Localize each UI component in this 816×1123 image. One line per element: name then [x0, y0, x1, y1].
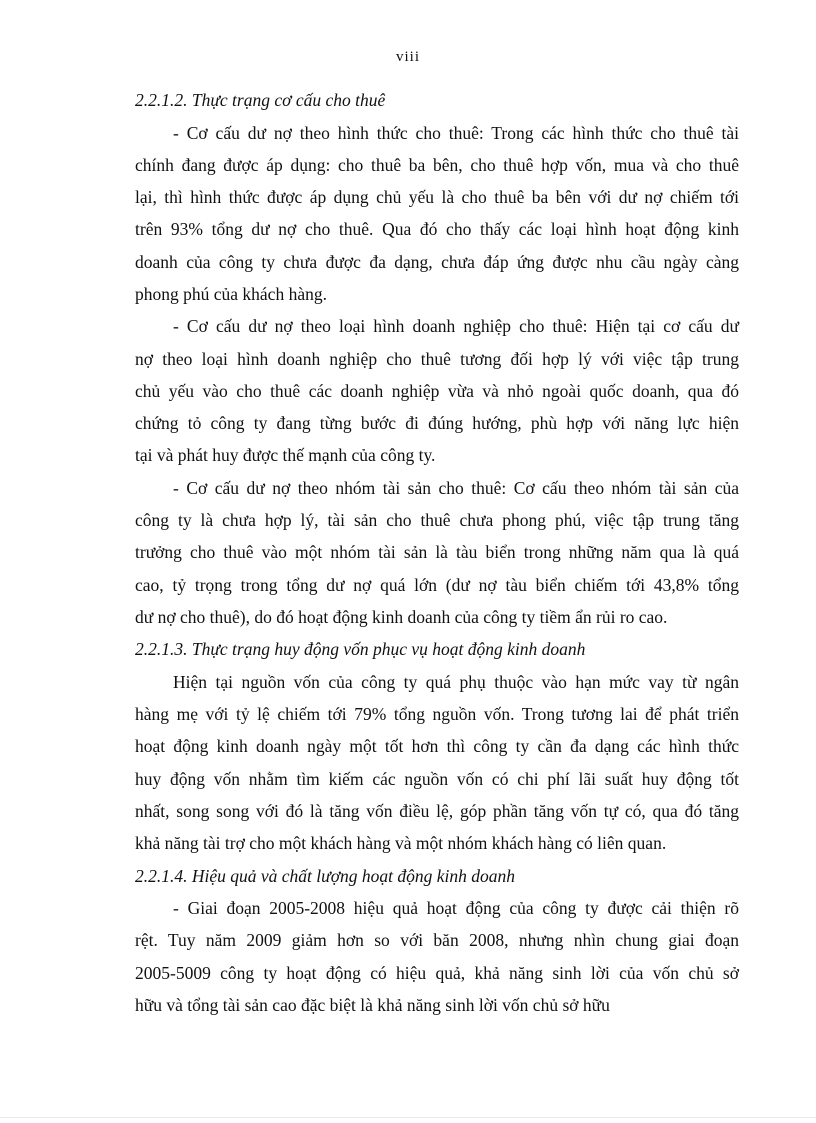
text-line: hữu và tổng tài sản cao đặc biệt là khả năng sinh lời vốn chủ sở hữu	[135, 994, 610, 1015]
text-line: chủ yếu vào cho thuê các doanh nghiệp vừa và nhỏ ngoài quốc doanh, qua đó	[135, 380, 739, 401]
text-line: hoạt động kinh doanh ngày một tốt hơn thì công ty cần đa dạng các hình thức	[135, 736, 739, 757]
document-body	[135, 84, 739, 1021]
text-line: công ty là chưa hợp lý, tài sản cho thuê chưa phong phú, việc tập trung tăng	[135, 510, 739, 531]
paragraph-lease-form-structure	[135, 117, 739, 311]
text-line: cao, tỷ trọng trong tổng dư nợ quá lớn (dư nợ tàu biển chiếm tới 43,8% tổng	[135, 574, 739, 595]
section-heading-2-2-1-2: 2.2.1.2. Thực trạng cơ cấu cho thuê	[135, 90, 386, 110]
text-line: huy động vốn nhằm tìm kiếm các nguồn vốn có chi phí lãi suất huy động tốt	[135, 768, 739, 789]
text-line: nợ theo loại hình doanh nghiệp cho thuê tương đối hợp lý với việc tập trung	[135, 348, 739, 369]
text-line: - Giai đoạn 2005-2008 hiệu quả hoạt động của công ty được cải thiện rõ	[173, 898, 739, 919]
text-line: nhất, song song với đó là tăng vốn điều lệ, góp phần tăng vốn tự có, qua đó tăng	[135, 800, 739, 821]
paragraph-capital-mobilization	[135, 666, 739, 860]
text-line: chứng tỏ công ty đang từng bước đi đúng hướng, phù hợp với năng lực hiện	[135, 413, 739, 434]
text-line: khả năng tài trợ cho một khách hàng và một nhóm khách hàng có liên quan.	[135, 833, 667, 854]
section-heading-2-2-1-3: 2.2.1.3. Thực trạng huy động vốn phục vụ hoạt động kinh doanh	[135, 639, 586, 660]
text-line: - Cơ cấu dư nợ theo nhóm tài sản cho thuê: Cơ cấu theo nhóm tài sản của	[173, 477, 739, 498]
text-line: trên 93% tổng dư nợ cho thuê. Qua đó cho thấy các loại hình hoạt động kinh	[135, 219, 739, 240]
text-line: dư nợ cho thuê), do đó hoạt động kinh doanh của công ty tiềm ẩn rủi ro cao.	[135, 606, 668, 627]
page-number: viii	[395, 49, 420, 65]
text-line: lại, thì hình thức được áp dụng chủ yếu là cho thuê ba bên với dư nợ chiếm tới	[135, 187, 739, 208]
text-line: trưởng cho thuê vào một nhóm tài sản là tàu biển trong những năm qua là quá	[135, 542, 739, 563]
text-line: - Cơ cấu dư nợ theo loại hình doanh nghiệp cho thuê: Hiện tại cơ cấu dư	[173, 316, 739, 337]
text-line: tại và phát huy được thế mạnh của công ty.	[135, 445, 436, 466]
paragraph-enterprise-type-structure	[135, 310, 739, 471]
page-bottom-edge	[0, 1117, 816, 1118]
text-line: - Cơ cấu dư nợ theo hình thức cho thuê: Trong các hình thức cho thuê tài	[173, 122, 739, 143]
text-line: rệt. Tuy năm 2009 giảm hơn so với băn 2008, nhưng nhìn chung giai đoạn	[135, 930, 739, 951]
text-line: hàng mẹ với tỷ lệ chiếm tới 79% tổng nguồn vốn. Trong tương lai để phát triển	[135, 704, 739, 725]
paragraph-asset-group-structure	[135, 472, 739, 633]
text-line: doanh của công ty chưa được đa dạng, chưa đáp ứng được nhu cầu ngày càng	[135, 251, 739, 272]
text-line: phong phú của khách hàng.	[135, 283, 327, 304]
text-line: chính đang được áp dụng: cho thuê ba bên, cho thuê hợp vốn, mua và cho thuê	[135, 154, 739, 175]
text-line: 2005-5009 công ty hoạt động có hiệu quả, khả năng sinh lời của vốn chủ sở	[135, 962, 739, 983]
text-line: Hiện tại nguồn vốn của công ty quá phụ thuộc vào hạn mức vay từ ngân	[173, 671, 739, 692]
paragraph-business-efficiency	[135, 892, 739, 1021]
section-heading-2-2-1-4: 2.2.1.4. Hiệu quả và chất lượng hoạt động kinh doanh	[135, 865, 516, 886]
